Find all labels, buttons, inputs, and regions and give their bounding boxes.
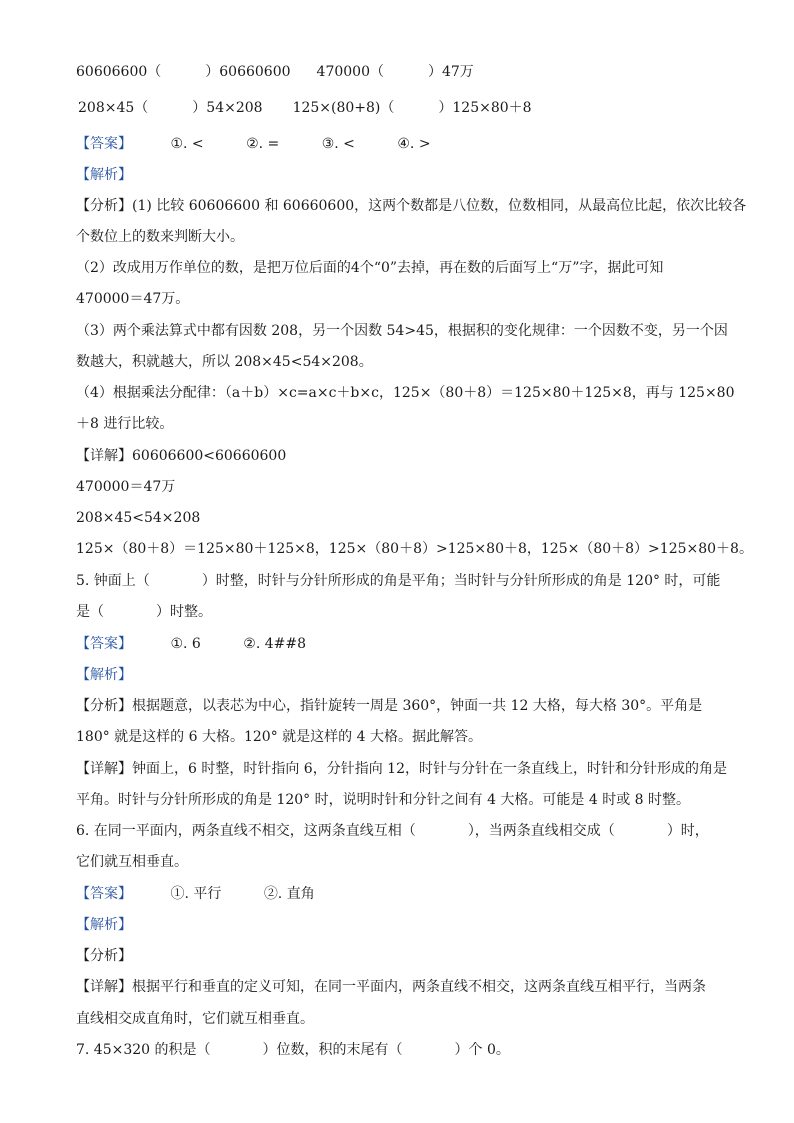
detail-paragraph — [76, 759, 727, 779]
question-text: ）时， — [666, 823, 709, 839]
analysis-paragraph — [76, 196, 746, 216]
analysis-text: ＋8 进行比较。 — [76, 416, 174, 432]
analysis-text: （4）根据乘法分配律：（a＋b）×c=a×c＋b×c，125×（80＋8）＝125×80＋125×8，再与 125×80 — [76, 385, 735, 401]
answer-row — [76, 134, 431, 154]
jiexi-heading: 【解析】 — [76, 917, 132, 933]
detail-label: 【详解】 — [76, 979, 132, 995]
compare-item: ）47万 — [427, 64, 474, 80]
question-7 — [76, 1040, 510, 1060]
detail-text: 根据平行和垂直的定义可知，在同一平面内，两条直线不相交，这两条直线互相平行，当两条 — [132, 979, 706, 995]
compare-item: ）60660600 — [205, 64, 291, 80]
compare-item: 470000（ — [316, 64, 384, 80]
analysis-text: 个数位上的数来判断大小。 — [76, 229, 244, 245]
answer-option: ①. 平行 — [170, 886, 222, 902]
jiexi-heading: 【解析】 — [76, 667, 132, 683]
answer-list — [170, 134, 430, 154]
answer-option: ①. < — [170, 136, 204, 152]
question-text: 是（ — [76, 604, 104, 620]
question-5-cont — [76, 602, 212, 622]
detail-text: 60606600<60660600 — [132, 448, 287, 464]
answer-option: ④. > — [397, 136, 431, 152]
detail-text: 125×（80＋8）＝125×80＋125×8，125×（80＋8）>125×80＋8，125×（80＋8）>125×80＋8。 — [76, 541, 753, 557]
detail-label: 【详解】 — [76, 761, 132, 777]
analysis-text: 数越大，积就越大，所以 208×45<54×208。 — [76, 354, 373, 370]
analysis-paragraph — [76, 696, 702, 716]
analysis-label: 【分析】 — [76, 698, 132, 714]
detail-text: 钟面上，6 时整，时针指向 6，分针指向 12，时针与分针在一条直线上，时针和分针形成的角是 — [132, 761, 727, 777]
question-text: ）时整，时针与分针所形成的角是平角；当时针与分针所形成的角是 120° 时，可能 — [201, 573, 721, 589]
answer-option: ②. 直角 — [263, 886, 315, 902]
answer-label: 【答案】 — [76, 636, 132, 652]
detail-text: 470000＝47万 — [76, 479, 176, 495]
compare-item: ）54×208 — [192, 100, 263, 116]
answer-list — [170, 884, 314, 904]
analysis-text: 根据题意，以表芯为中心，指针旋转一周是 360°，钟面一共 12 大格，每大格 30°。平角是 — [132, 698, 703, 714]
jiexi-heading: 【解析】 — [76, 167, 132, 183]
compare-row-2 — [78, 98, 532, 118]
detail-paragraph — [76, 977, 706, 997]
analysis-text: (1) 比较 60606600 和 60660600，这两个数都是八位数，位数相同，从最高位比起，依次比较各 — [132, 198, 747, 214]
question-text: ）位数，积的末尾有（ — [262, 1042, 403, 1058]
detail-text: 208×45<54×208 — [76, 510, 201, 526]
question-text: ），当两条直线相交成（ — [467, 823, 615, 839]
answer-label: 【答案】 — [76, 136, 132, 152]
answer-label: 【答案】 — [76, 886, 132, 902]
question-text: ）个 0。 — [454, 1042, 510, 1058]
analysis-text: 180° 就是这样的 6 大格。120° 就是这样的 4 大格。据此解答。 — [76, 729, 482, 745]
compare-item: 125×(80+8)（ — [292, 100, 395, 116]
detail-paragraph — [76, 446, 286, 466]
question-text: 5. 钟面上（ — [76, 573, 150, 589]
detail-text: 直线相交成直角时，它们就互相垂直。 — [76, 1011, 314, 1027]
answer-list — [170, 634, 306, 654]
question-5 — [76, 571, 720, 591]
analysis-text: （3）两个乘法算式中都有因数 208，另一个因数 54>45，根据积的变化规律：一个因数不变，另一个因 — [76, 323, 728, 339]
answer-row — [76, 884, 315, 904]
analysis-text: 470000＝47万。 — [76, 291, 190, 307]
question-text: ）时整。 — [156, 604, 212, 620]
answer-option: ③. < — [321, 136, 355, 152]
analysis-text: （2）改成用万作单位的数，是把万位后面的4个“0”去掉，再在数的后面写上“万”字，据此可知 — [76, 260, 664, 276]
answer-option: ②. 4##8 — [243, 636, 306, 652]
compare-item: 208×45（ — [78, 100, 149, 116]
question-6 — [76, 821, 709, 841]
question-text: 它们就互相垂直。 — [76, 854, 188, 870]
analysis-label: 【分析】 — [76, 948, 132, 964]
answer-option: ②. = — [246, 136, 280, 152]
analysis-label: 【分析】 — [76, 198, 132, 214]
detail-label: 【详解】 — [76, 448, 132, 464]
question-text: 7. 45×320 的积是（ — [76, 1042, 211, 1058]
compare-item: 60606600（ — [76, 64, 162, 80]
detail-text: 平角。时针与分针所形成的角是 120° 时，说明时针和分针之间有 4 大格。可能是 4 时或 8 时整。 — [76, 792, 691, 808]
answer-row — [76, 634, 306, 654]
compare-row-1 — [76, 62, 474, 82]
question-text: 6. 在同一平面内，两条直线不相交，这两条直线互相（ — [76, 823, 416, 839]
compare-item: ）125×80＋8 — [438, 100, 532, 116]
answer-option: ①. 6 — [170, 636, 201, 652]
